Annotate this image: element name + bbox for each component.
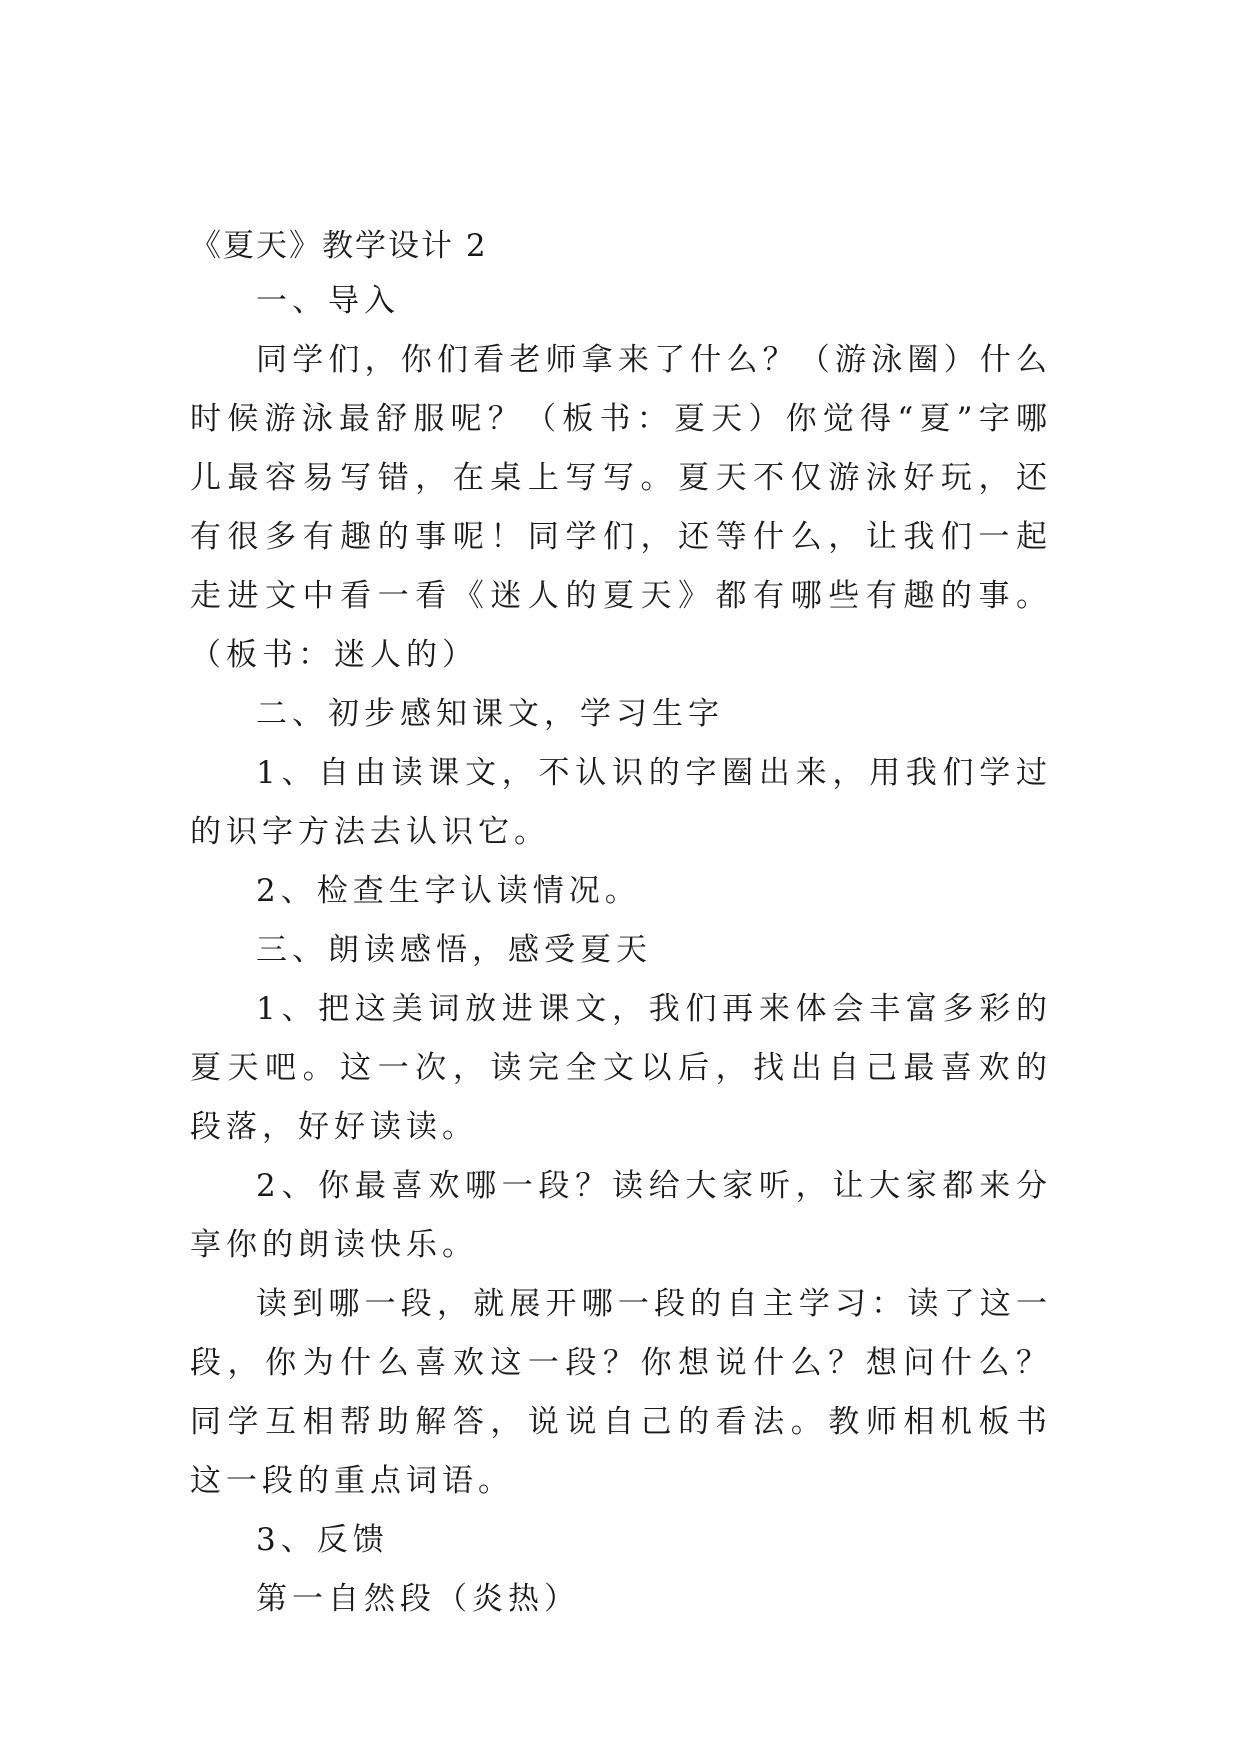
paragraph-reading-2: 2、你最喜欢哪一段？读给大家听，让大家都来分享你的朗读快乐。 xyxy=(190,1168,1052,1263)
section-heading-perception: 二、初步感知课文，学习生字 xyxy=(256,696,724,732)
document-body xyxy=(190,272,1052,1629)
paragraph-first-section: 第一自然段（炎热） xyxy=(256,1581,580,1617)
section-heading-reading: 三、朗读感悟，感受夏天 xyxy=(256,932,652,968)
paragraph-reading-1: 1、把这美词放进课文，我们再来体会丰富多彩的夏天吧。这一次，读完全文以后，找出自己最喜欢的段落，好好读读。 xyxy=(190,991,1052,1145)
paragraph-intro-text: 同学们，你们看老师拿来了什么？（游泳圈）什么时候游泳最舒服呢？（板书：夏天）你觉得“夏”字哪儿最容易写错，在桌上写写。夏天不仅游泳好玩，还有很多有趣的事呢！同学们，还等什么，让我们一起走进文中看一看《迷人的夏天》都有哪些有趣的事。（板书：迷人的） xyxy=(190,342,1052,673)
document-title: 《夏天》教学设计 2 xyxy=(190,228,488,264)
section-heading-intro: 一、导入 xyxy=(256,283,400,319)
paragraph-step-1: 1、自由读课文，不认识的字圈出来，用我们学过的识字方法去认识它。 xyxy=(190,755,1052,850)
paragraph-self-study: 读到哪一段，就展开哪一段的自主学习：读了这一段，你为什么喜欢这一段？你想说什么？想问什么？同学互相帮助解答，说说自己的看法。教师相机板书这一段的重点词语。 xyxy=(190,1286,1052,1499)
paragraph-feedback: 3、反馈 xyxy=(256,1522,389,1558)
paragraph-step-2: 2、检查生字认读情况。 xyxy=(256,873,641,909)
